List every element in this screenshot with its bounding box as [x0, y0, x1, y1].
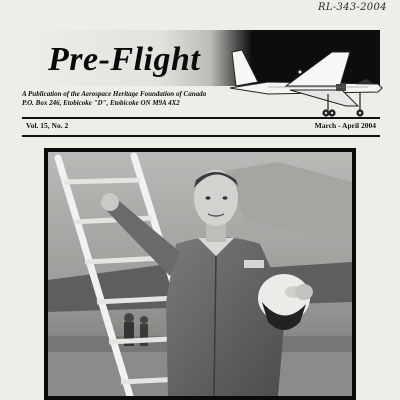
- publisher-line: A Publication of the Aerospace Heritage Foundation of Canada: [22, 90, 207, 98]
- publisher-info: [22, 90, 282, 108]
- pilot-with-ladder-photo-icon: [48, 152, 352, 396]
- address-line: P.O. Box 246, Etobicoke "D", Etobicoke ON M9A 4X2: [22, 99, 180, 107]
- volume-number: Vol. 15, No. 2: [26, 121, 69, 130]
- issue-date: March - April 2004: [314, 121, 376, 130]
- publication-title: Pre-Flight: [48, 41, 201, 78]
- issue-bar-top-rule: [22, 117, 380, 119]
- handwritten-archive-mark: RL-343-2004: [318, 2, 387, 13]
- cover-photo: [44, 148, 356, 400]
- issue-bar-bottom-rule: [22, 135, 380, 137]
- aircraft-illustration-icon: [228, 30, 384, 122]
